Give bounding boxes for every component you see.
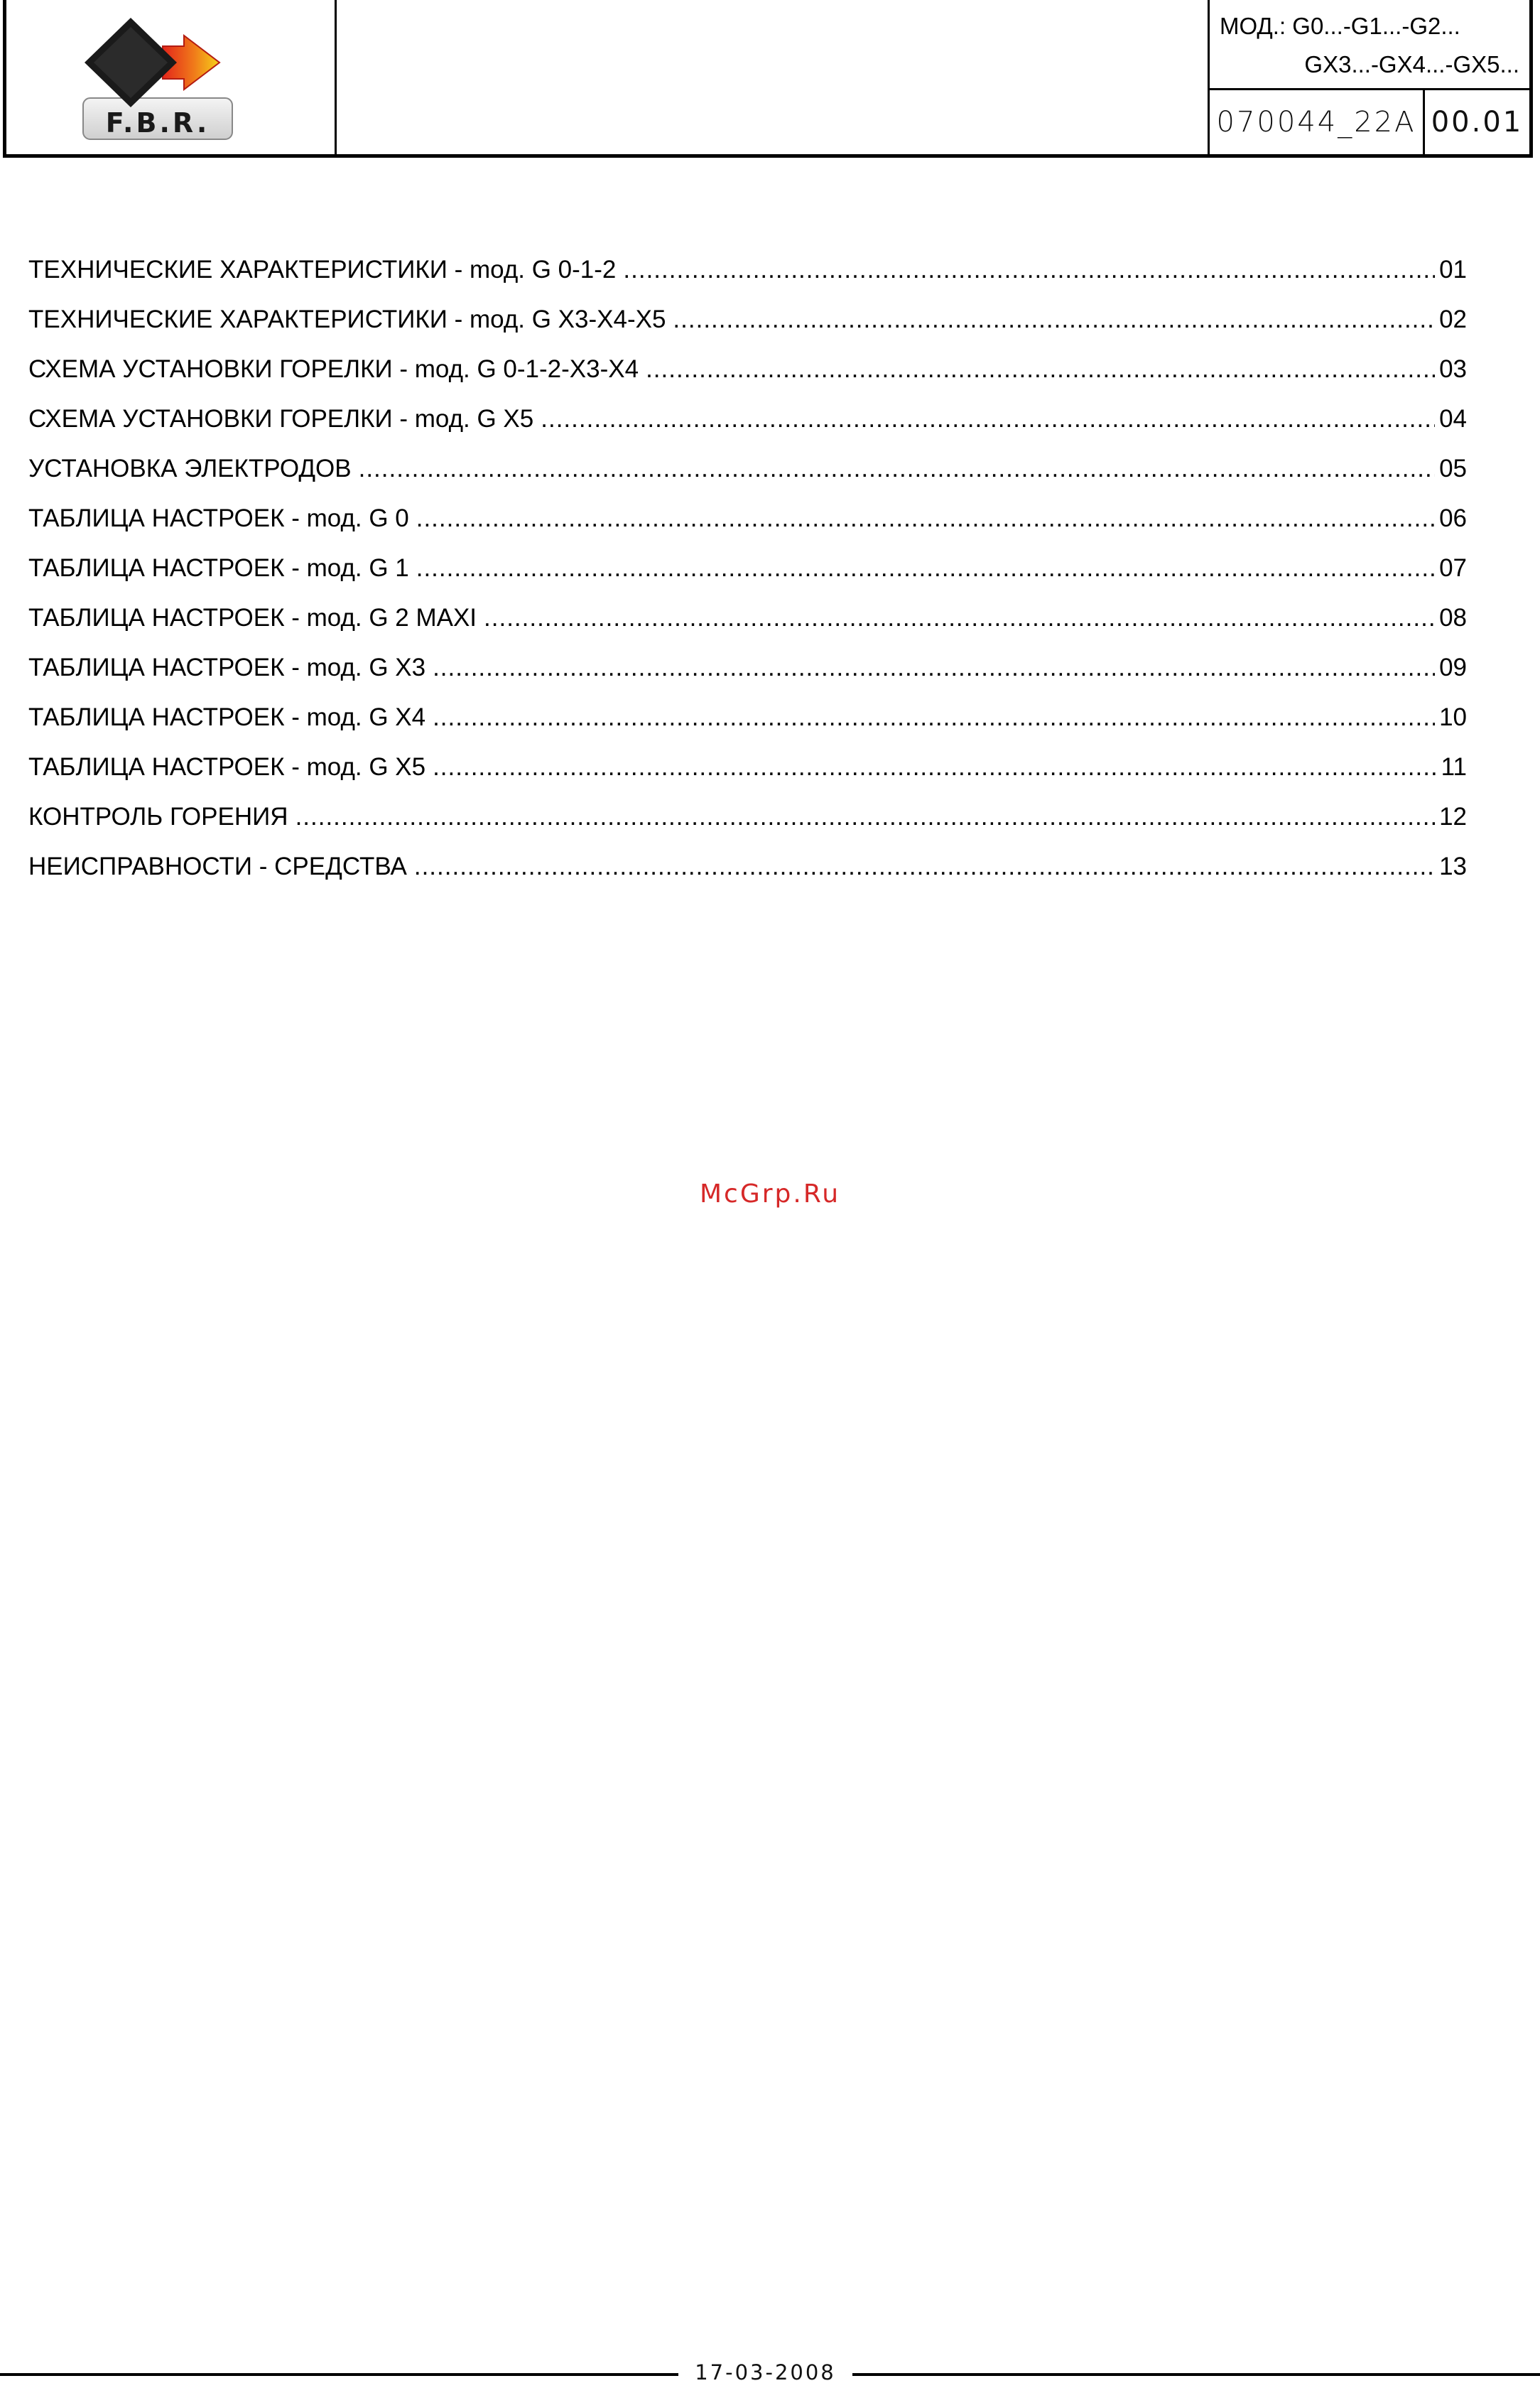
toc-entry-page: 06 bbox=[1439, 504, 1467, 532]
toc-entry-title: ТАБЛИЦА НАСТРОЕК - mод. G X3 bbox=[28, 654, 426, 681]
toc-entry-page: 12 bbox=[1439, 803, 1467, 831]
toc-entry-page: 13 bbox=[1439, 853, 1467, 880]
toc-entry[interactable] bbox=[28, 604, 1467, 654]
document-header bbox=[3, 0, 1533, 158]
toc-entry-title: СХЕМА УСТАНОВКИ ГОРЕЛКИ - mод. G 0-1-2-X3-X4 bbox=[28, 355, 639, 383]
header-info-cell bbox=[1208, 0, 1529, 154]
toc-entry[interactable] bbox=[28, 654, 1467, 703]
toc-entry-title: ТАБЛИЦА НАСТРОЕК - mод. G X5 bbox=[28, 753, 426, 781]
toc-dot-leader bbox=[433, 654, 1435, 682]
page-number: 00.01 bbox=[1431, 106, 1524, 139]
toc-dot-leader bbox=[541, 405, 1435, 433]
toc-dot-leader bbox=[433, 753, 1437, 782]
toc-entry-page: 04 bbox=[1439, 405, 1467, 433]
toc-entry-title: ТЕХНИЧЕСКИЕ ХАРАКТЕРИСТИКИ - mод. G 0-1-2 bbox=[28, 256, 617, 283]
toc-entry-title: ТАБЛИЦА НАСТРОЕК - mод. G 0 bbox=[28, 504, 409, 532]
fbr-logo bbox=[77, 14, 248, 142]
logo-text: F.B.R. bbox=[105, 107, 210, 139]
toc-dot-leader bbox=[433, 703, 1435, 732]
toc-entry-title: ТАБЛИЦА НАСТРОЕК - mод. G X4 bbox=[28, 703, 426, 731]
logo-diamond-inner-shape bbox=[94, 27, 168, 98]
toc-dot-leader bbox=[414, 853, 1435, 881]
toc-entry[interactable] bbox=[28, 803, 1467, 853]
footer-rule-right bbox=[852, 2373, 1540, 2376]
toc-entry-title: ТАБЛИЦА НАСТРОЕК - mод. G 1 bbox=[28, 554, 409, 582]
toc-entry-page: 02 bbox=[1439, 306, 1467, 333]
toc-entry-page: 07 bbox=[1439, 554, 1467, 582]
toc-dot-leader bbox=[484, 604, 1435, 632]
toc-entry[interactable] bbox=[28, 306, 1467, 355]
toc-entry-title: ТАБЛИЦА НАСТРОЕК - mод. G 2 MAXI bbox=[28, 604, 477, 632]
toc-dot-leader bbox=[623, 256, 1435, 284]
toc-dot-leader bbox=[295, 803, 1436, 831]
toc-entry-title: НЕИСПРАВНОСТИ - СРЕДСТВА bbox=[28, 853, 407, 880]
toc-dot-leader bbox=[416, 504, 1435, 533]
document-code: 070044_22A bbox=[1210, 90, 1425, 154]
toc-entry-page: 05 bbox=[1439, 455, 1467, 482]
toc-entry[interactable] bbox=[28, 256, 1467, 306]
footer-date: 17-03-2008 bbox=[695, 2360, 836, 2384]
footer-rule-left bbox=[0, 2373, 678, 2376]
toc-entry-page: 10 bbox=[1439, 703, 1467, 731]
toc-entry-title: КОНТРОЛЬ ГОРЕНИЯ bbox=[28, 803, 288, 831]
toc-entry[interactable] bbox=[28, 753, 1467, 803]
toc-entry[interactable] bbox=[28, 853, 1467, 902]
toc-entry-page: 03 bbox=[1439, 355, 1467, 383]
toc-entry-page: 09 bbox=[1439, 654, 1467, 681]
toc-dot-leader bbox=[416, 554, 1435, 583]
toc-entry[interactable] bbox=[28, 703, 1467, 753]
toc-entry-page: 08 bbox=[1439, 604, 1467, 632]
header-blank-cell bbox=[337, 0, 1208, 154]
toc-entry[interactable] bbox=[28, 355, 1467, 405]
toc-entry-page: 11 bbox=[1441, 753, 1467, 781]
toc-entry-title: ТЕХНИЧЕСКИЕ ХАРАКТЕРИСТИКИ - mод. G X3-X4-X5 bbox=[28, 306, 666, 333]
watermark-text: McGrp.Ru bbox=[699, 1179, 841, 1209]
toc-entry-title: УСТАНОВКА ЭЛЕКТРОДОВ bbox=[28, 455, 352, 482]
toc-entry[interactable] bbox=[28, 554, 1467, 604]
model-list-block bbox=[1210, 0, 1529, 90]
document-footer bbox=[0, 2360, 1540, 2389]
toc-entry-page: 01 bbox=[1439, 256, 1467, 283]
model-list-line-1: МОД.: G0...-G1...-G2... bbox=[1220, 13, 1460, 39]
toc-entry-title: СХЕМА УСТАНОВКИ ГОРЕЛКИ - mод. G X5 bbox=[28, 405, 534, 433]
toc-dot-leader bbox=[673, 306, 1435, 334]
toc-entry[interactable] bbox=[28, 405, 1467, 455]
toc-dot-leader bbox=[359, 455, 1435, 483]
toc-entry[interactable] bbox=[28, 504, 1467, 554]
logo-cell bbox=[6, 0, 337, 154]
toc-entry[interactable] bbox=[28, 455, 1467, 504]
table-of-contents bbox=[28, 256, 1467, 902]
toc-dot-leader bbox=[646, 355, 1435, 384]
model-list-line-2: GX3...-GX4...-GX5... bbox=[1304, 51, 1519, 77]
